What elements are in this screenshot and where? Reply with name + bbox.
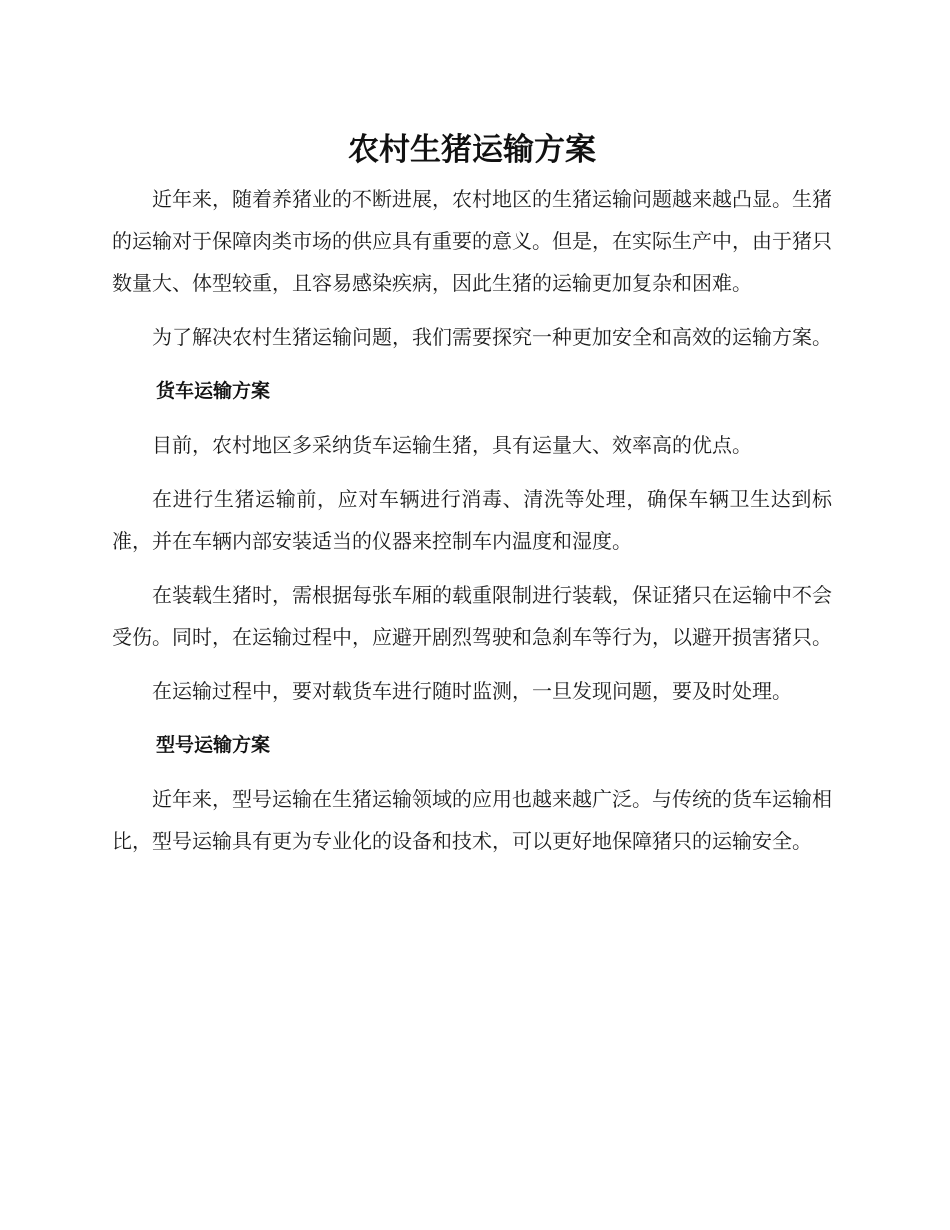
section-heading-truck-transport: 货车运输方案 [156,380,271,402]
paragraph-truck-overview: 目前，农村地区多采纳货车运输生猪，具有运量大、效率高的优点。 [152,433,752,457]
paragraph-goal: 为了解决农村生猪运输问题，我们需要探究一种更加安全和高效的运输方案。 [152,325,832,349]
paragraph-truck-monitoring: 在运输过程中，要对载货车进行随时监测，一旦发现问题，要及时处理。 [152,679,792,703]
document-body [112,128,832,874]
section-heading-model-transport: 型号运输方案 [156,734,271,756]
paragraph-model-overview: 近年来，型号运输在生猪运输领域的应用也越来越广泛。与传统的货车运输相比，型号运输具有更为专业化的设备和技术，可以更好地保障猪只的运输安全。 [112,787,832,853]
paragraph-intro: 近年来，随着养猪业的不断进展，农村地区的生猪运输问题越来越凸显。生猪的运输对于保障肉类市场的供应具有重要的意义。但是，在实际生产中，由于猪只数量大、体型较重，且容易感染疾病，因此生猪的运输更加复杂和困难。 [112,187,832,295]
document-title: 农村生猪运输方案 [348,132,596,168]
paragraph-truck-loading: 在装载生猪时，需根据每张车厢的载重限制进行装载，保证猪只在运输中不会受伤。同时，在运输过程中，应避开剧烈驾驶和急刹车等行为，以避开损害猪只。 [112,583,832,649]
paragraph-truck-preparation: 在进行生猪运输前，应对车辆进行消毒、清洗等处理，确保车辆卫生达到标准，并在车辆内部安装适当的仪器来控制车内温度和湿度。 [112,487,832,553]
